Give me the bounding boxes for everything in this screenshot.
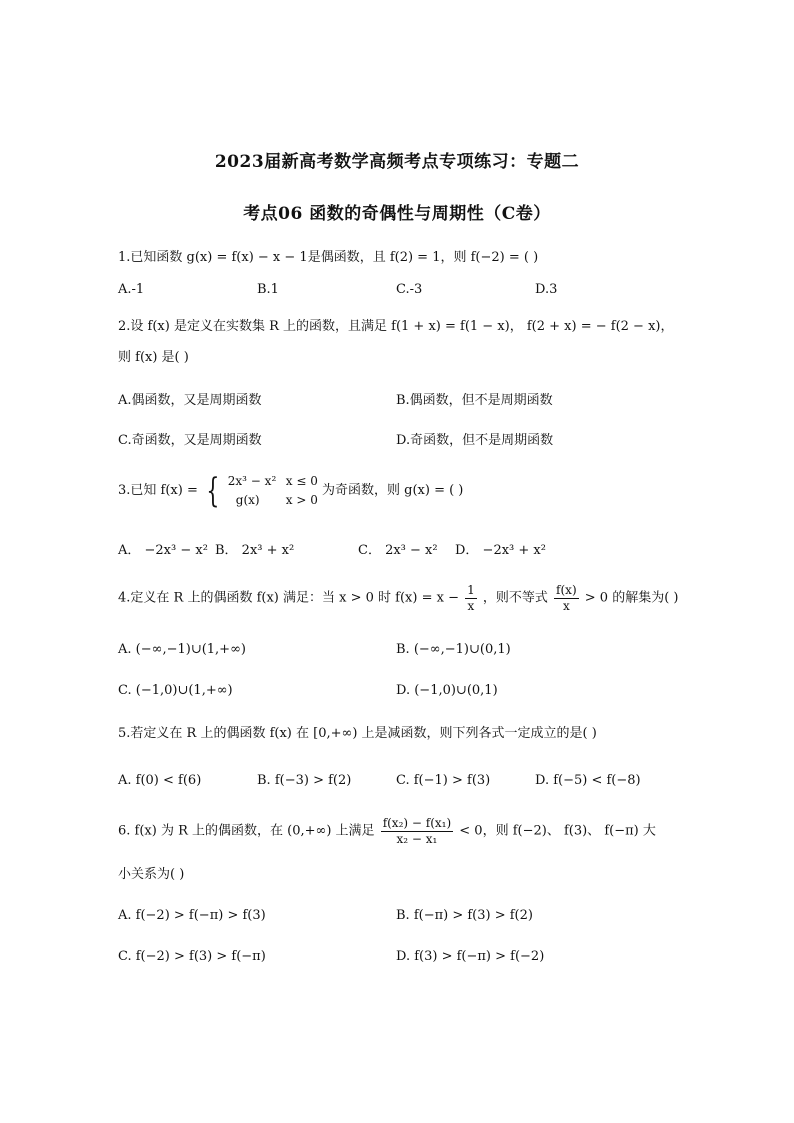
q3-option-c: C． 2x³ − x² bbox=[358, 543, 438, 558]
q4-frac1-den: x bbox=[467, 599, 475, 613]
q5-option-a: A. f(0) < f(6) bbox=[118, 773, 202, 788]
q6-frac-den: x₂ − x₁ bbox=[396, 832, 438, 846]
q4-prefix: 4.定义在 R 上的偶函数 f(x) 满足：当 x > 0 时 f(x) = x − bbox=[118, 590, 459, 606]
page-title: 2023届新高考数学高频考点专项练习：专题二 bbox=[214, 152, 580, 172]
q2-option-b: B.偶函数，但不是周期函数 bbox=[396, 393, 553, 408]
q3-case1-cond: x ≤ 0 bbox=[285, 474, 318, 488]
question-1-text: 1.已知函数 g(x) = f(x) − x − 1是偶函数，且 f(2) = 1，则 f(−2) = ( ) bbox=[118, 250, 539, 265]
question-5-text: 5.若定义在 R 上的偶函数 f(x) 在 [0,+∞) 上是减函数，则下列各式一定成立的是( ) bbox=[118, 726, 597, 741]
q4-frac2-den: x bbox=[562, 599, 570, 613]
q5-option-d: D. f(−5) < f(−8) bbox=[535, 773, 641, 788]
q4-fraction-1 bbox=[465, 583, 477, 614]
q6-fraction bbox=[381, 816, 453, 847]
q5-option-c: C. f(−1) > f(3) bbox=[396, 773, 491, 788]
q1-option-d: D.3 bbox=[535, 282, 558, 297]
q3-option-a: A． −2x³ − x² bbox=[118, 543, 208, 558]
q6-option-b: B. f(−π) > f(3) > f(2) bbox=[396, 908, 533, 923]
q2-option-d: D.奇函数，但不是周期函数 bbox=[396, 433, 554, 448]
q4-fraction-2 bbox=[554, 583, 579, 614]
q1-option-b: B.1 bbox=[257, 282, 279, 297]
q3-piecewise bbox=[228, 472, 318, 510]
q1-option-a: A.-1 bbox=[118, 282, 145, 297]
q3-case2-cond: x > 0 bbox=[285, 493, 318, 507]
q4-option-c: C. (−1,0)∪(1,+∞) bbox=[118, 683, 233, 698]
q6-prefix: 6. f(x) 为 R 上的偶函数，在 (0,+∞) 上满足 bbox=[118, 823, 375, 839]
question-6-text-cont: 小关系为( ) bbox=[118, 867, 185, 882]
page-subtitle: 考点06 函数的奇偶性与周期性（C卷） bbox=[243, 204, 551, 224]
question-6 bbox=[118, 816, 656, 847]
q3-case1-expr: 2x³ − x² bbox=[227, 474, 277, 488]
q3-brace: { bbox=[206, 471, 220, 511]
q3-suffix: 为奇函数，则 g(x) = ( ) bbox=[322, 483, 464, 498]
q6-suffix: < 0，则 f(−2)、 f(3)、 f(−π) 大 bbox=[459, 823, 656, 839]
q6-option-d: D. f(3) > f(−π) > f(−2) bbox=[396, 949, 545, 964]
q2-option-a: A.偶函数，又是周期函数 bbox=[118, 393, 262, 408]
q3-prefix: 3.已知 f(x) = bbox=[118, 483, 198, 498]
q4-frac1-num: 1 bbox=[467, 583, 475, 597]
q3-option-b: B． 2x³ + x² bbox=[215, 543, 295, 558]
q4-option-a: A. (−∞,−1)∪(1,+∞) bbox=[118, 642, 246, 657]
q4-option-d: D. (−1,0)∪(0,1) bbox=[396, 683, 498, 698]
q6-option-c: C. f(−2) > f(3) > f(−π) bbox=[118, 949, 266, 964]
q4-option-b: B. (−∞,−1)∪(0,1) bbox=[396, 642, 511, 657]
q6-frac-num: f(x₂) − f(x₁) bbox=[382, 816, 452, 830]
q5-option-b: B. f(−3) > f(2) bbox=[257, 773, 352, 788]
question-2-text: 2.设 f(x) 是定义在实数集 R 上的函数，且满足 f(1 + x) = f(1 − x)， f(2 + x) = − f(2 − x)， bbox=[118, 319, 674, 334]
q4-frac2-num: f(x) bbox=[556, 583, 577, 597]
question-3 bbox=[118, 472, 463, 510]
q6-option-a: A. f(−2) > f(−π) > f(3) bbox=[118, 908, 266, 923]
q3-option-d: D． −2x³ + x² bbox=[455, 543, 546, 558]
q3-case2-expr: g(x) bbox=[235, 493, 260, 507]
question-2-text-cont: 则 f(x) 是( ) bbox=[118, 350, 189, 365]
q4-suffix: > 0 的解集为( ) bbox=[584, 590, 679, 606]
q1-option-c: C.-3 bbox=[396, 282, 423, 297]
q2-option-c: C.奇函数，又是周期函数 bbox=[118, 433, 262, 448]
q4-mid: ，则不等式 bbox=[482, 590, 548, 606]
question-4 bbox=[118, 583, 678, 614]
